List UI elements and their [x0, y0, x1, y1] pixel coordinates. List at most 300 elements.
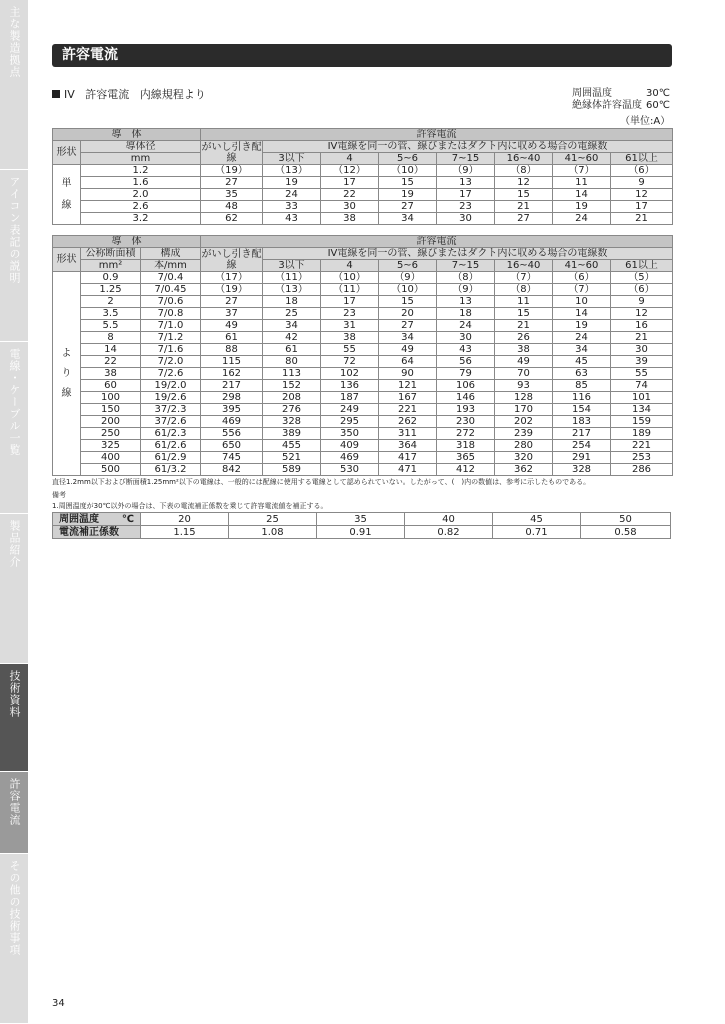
table-cell: 115	[201, 356, 263, 368]
table-cell: 43	[437, 344, 495, 356]
section-subtitle	[52, 86, 206, 102]
table-cell: 31	[321, 320, 379, 332]
table-cell: （6）	[611, 284, 673, 296]
table-cell: 61/2.3	[141, 428, 201, 440]
table-cell: （7）	[553, 165, 611, 177]
table-row	[53, 380, 673, 392]
table-cell: 26	[495, 332, 553, 344]
table-cell: 239	[495, 428, 553, 440]
correction-temp: 35	[317, 513, 405, 526]
table-row	[53, 213, 673, 225]
table-row	[53, 464, 673, 476]
sidebar-tab-other-technical[interactable]	[0, 854, 28, 1024]
table-cell: （19）	[201, 284, 263, 296]
unit-label: （単位:A）	[620, 116, 671, 127]
table-row	[53, 308, 673, 320]
table-cell: 15	[379, 296, 437, 308]
table-cell: 49	[379, 344, 437, 356]
table-cell: 19	[263, 177, 321, 189]
table-cell: 187	[321, 392, 379, 404]
table-cell: 101	[611, 392, 673, 404]
table-cell: 74	[611, 380, 673, 392]
header-diameter: 導体径	[81, 141, 201, 153]
table-cell: 1.2	[81, 165, 201, 177]
shape-char: り	[61, 367, 72, 379]
header-count: 7~15	[437, 153, 495, 165]
header-count: 3以下	[263, 153, 321, 165]
table-cell: 12	[611, 189, 673, 201]
table-cell: 217	[201, 380, 263, 392]
sidebar-tab-label: 主な製造拠点	[8, 6, 21, 78]
table-cell: 295	[321, 416, 379, 428]
table-cell: 27	[495, 213, 553, 225]
table-cell: （9）	[437, 165, 495, 177]
table-cell: 183	[553, 416, 611, 428]
header-area: 公称断面積	[81, 248, 141, 260]
table-cell: 13	[437, 296, 495, 308]
table-cell: 0.9	[81, 272, 141, 284]
table-cell: 3.2	[81, 213, 201, 225]
table-cell: 72	[321, 356, 379, 368]
header-conduit-count: IV電線を同一の管、線びまたはダクト内に収める場合の電線数	[263, 141, 673, 153]
table-cell: （13）	[263, 284, 321, 296]
table-cell: 56	[437, 356, 495, 368]
table-row	[53, 284, 673, 296]
table-cell: 38	[81, 368, 141, 380]
table-cell: 27	[201, 296, 263, 308]
table-cell: 202	[495, 416, 553, 428]
table-cell: 21	[495, 201, 553, 213]
table-cell: 365	[437, 452, 495, 464]
table-cell: 85	[553, 380, 611, 392]
table-cell: 10	[553, 296, 611, 308]
table-cell: 37	[201, 308, 263, 320]
table-cell: 23	[321, 308, 379, 320]
table-cell: 20	[379, 308, 437, 320]
shape-cell	[53, 165, 81, 225]
table-cell: 7/1.6	[141, 344, 201, 356]
table-cell: 7/1.0	[141, 320, 201, 332]
header-count: 5~6	[379, 153, 437, 165]
shape-char: 線	[61, 387, 72, 399]
correction-factor: 0.71	[493, 526, 581, 539]
table-cell: 27	[379, 320, 437, 332]
table-cell: 250	[81, 428, 141, 440]
table-cell: 15	[495, 308, 553, 320]
sidebar-tab-label: その他の技術事項	[8, 860, 21, 956]
table-cell: 19/2.6	[141, 392, 201, 404]
header-allowable-current: 許容電流	[201, 236, 673, 248]
table-cell: （12）	[321, 165, 379, 177]
table-cell: 61/3.2	[141, 464, 201, 476]
table-cell: （13）	[263, 165, 321, 177]
table-row	[53, 452, 673, 464]
table-cell: 146	[437, 392, 495, 404]
table-cell: 15	[495, 189, 553, 201]
sidebar-tab-label: 製品紹介	[8, 520, 21, 568]
table-cell: 14	[553, 308, 611, 320]
header-count: 7~15	[437, 260, 495, 272]
table-cell: 5.5	[81, 320, 141, 332]
correction-temp: 25	[229, 513, 317, 526]
table-cell: 19	[553, 201, 611, 213]
table-cell: 21	[611, 332, 673, 344]
table-row	[53, 404, 673, 416]
subtitle-source: 内線規程より	[139, 88, 206, 101]
table-cell: 154	[553, 404, 611, 416]
table-cell: 23	[437, 201, 495, 213]
header-insulator-wiring: がいし引き配線	[201, 248, 262, 271]
table-cell: 17	[321, 177, 379, 189]
table-cell: 469	[321, 452, 379, 464]
table-cell: 311	[379, 428, 437, 440]
table-cell: 17	[437, 189, 495, 201]
single-wire-table	[52, 128, 673, 225]
sidebar-tab-products[interactable]	[0, 514, 28, 664]
sidebar-tab-label: 電線・ケーブル一覧	[8, 348, 21, 456]
header-area-unit: mm²	[81, 260, 141, 272]
table-cell: 63	[553, 368, 611, 380]
table-cell: 842	[201, 464, 263, 476]
table-cell: 280	[495, 440, 553, 452]
table-row	[53, 428, 673, 440]
header-count: 3以下	[263, 260, 321, 272]
table-row	[53, 416, 673, 428]
table-cell: 45	[553, 356, 611, 368]
correction-temp: 20	[141, 513, 229, 526]
header-insulator-wiring: がいし引き配線	[201, 141, 262, 164]
table-cell: 19/2.0	[141, 380, 201, 392]
table-cell: 61	[201, 332, 263, 344]
table-cell: （7）	[553, 284, 611, 296]
table-cell: （8）	[437, 272, 495, 284]
table-cell: 189	[611, 428, 673, 440]
table-cell: 14	[553, 189, 611, 201]
header-count: 61以上	[611, 153, 673, 165]
bullet-square-icon	[52, 90, 60, 98]
table-cell: 254	[553, 440, 611, 452]
table-cell: 38	[321, 332, 379, 344]
table-cell: 100	[81, 392, 141, 404]
table-cell: 2	[81, 296, 141, 308]
table-cell: 30	[437, 213, 495, 225]
sidebar	[0, 0, 28, 1024]
table-cell: 43	[263, 213, 321, 225]
table-cell: 22	[321, 189, 379, 201]
condition-value: 30℃	[646, 88, 670, 99]
table-cell: 18	[437, 308, 495, 320]
table-row	[53, 356, 673, 368]
table-cell: 409	[321, 440, 379, 452]
table-cell: 24	[553, 332, 611, 344]
table-cell: 16	[611, 320, 673, 332]
table-cell: 106	[437, 380, 495, 392]
table-cell: 136	[321, 380, 379, 392]
header-count: 41~60	[553, 153, 611, 165]
table-cell: 33	[263, 201, 321, 213]
conditions	[572, 88, 670, 112]
table-cell: 79	[437, 368, 495, 380]
table-cell: 37/2.6	[141, 416, 201, 428]
table-cell: 49	[495, 356, 553, 368]
table-cell: 17	[611, 201, 673, 213]
table-cell: 19	[553, 320, 611, 332]
condition-label: 絶縁体許容温度	[572, 100, 642, 111]
table-row	[53, 189, 673, 201]
correction-temp: 45	[493, 513, 581, 526]
note-remark-1: 1.周囲温度が30℃以外の場合は、下表の電流補正係数を乗じて許容電流値を補正する。	[52, 502, 328, 510]
correction-factor: 0.91	[317, 526, 405, 539]
sidebar-tab-icon-legend[interactable]	[0, 170, 28, 342]
table-cell: 70	[495, 368, 553, 380]
table-cell: 48	[201, 201, 263, 213]
table-cell: 8	[81, 332, 141, 344]
note-parentheses: 直径1.2mm以下および断面積1.25mm²以下の電線は、一般的には配線に使用する電線として認められていない。したがって、( )内の数値は、参考に示したものである。	[52, 478, 591, 486]
table-cell: 55	[321, 344, 379, 356]
table-cell: 320	[495, 452, 553, 464]
header-count: 16~40	[495, 153, 553, 165]
sidebar-tab-label: アイコン表記の説明	[8, 176, 21, 284]
table-cell: 3.5	[81, 308, 141, 320]
table-cell: 200	[81, 416, 141, 428]
correction-factor-table	[52, 512, 671, 539]
condition-label: 周囲温度	[572, 88, 612, 99]
table-cell: 27	[201, 177, 263, 189]
table-cell: 395	[201, 404, 263, 416]
shape-char: 単	[61, 177, 72, 189]
table-cell: 34	[263, 320, 321, 332]
table-row	[53, 368, 673, 380]
table-cell: 62	[201, 213, 263, 225]
sidebar-tab-technical-data[interactable]	[0, 664, 28, 772]
table-cell: 38	[495, 344, 553, 356]
table-cell: 116	[553, 392, 611, 404]
table-cell: 556	[201, 428, 263, 440]
table-cell: 11	[553, 177, 611, 189]
table-cell: （8）	[495, 284, 553, 296]
shape-char: 線	[61, 199, 72, 211]
table-cell: 19	[379, 189, 437, 201]
table-cell: 150	[81, 404, 141, 416]
table-cell: 30	[437, 332, 495, 344]
table-cell: 15	[379, 177, 437, 189]
table-cell: 34	[379, 213, 437, 225]
table-cell: 49	[201, 320, 263, 332]
table-cell: 325	[81, 440, 141, 452]
sidebar-tab-allowable-current[interactable]	[0, 772, 28, 854]
table-cell: 18	[263, 296, 321, 308]
table-cell: 13	[437, 177, 495, 189]
table-cell: （5）	[611, 272, 673, 284]
table-cell: 93	[495, 380, 553, 392]
table-cell: （19）	[201, 165, 263, 177]
table-cell: 7/2.6	[141, 368, 201, 380]
table-cell: 60	[81, 380, 141, 392]
table-cell: （7）	[495, 272, 553, 284]
table-cell: 328	[553, 464, 611, 476]
correction-temp: 40	[405, 513, 493, 526]
table-cell: 7/2.0	[141, 356, 201, 368]
sidebar-tab-manufacturing-bases[interactable]	[0, 0, 28, 170]
table-cell: 152	[263, 380, 321, 392]
header-shape: 形状	[53, 141, 81, 165]
correction-temp-header: 周囲温度 ℃	[53, 513, 141, 526]
table-cell: 64	[379, 356, 437, 368]
table-cell: 298	[201, 392, 263, 404]
table-cell: 162	[201, 368, 263, 380]
table-row	[53, 165, 673, 177]
table-cell: 7/0.4	[141, 272, 201, 284]
header-count: 4	[321, 260, 379, 272]
stranded-wire-table	[52, 235, 673, 476]
subtitle-code: IV	[64, 88, 75, 101]
table-row	[53, 296, 673, 308]
table-row	[53, 201, 673, 213]
table-cell: 34	[553, 344, 611, 356]
table-cell: 61/2.6	[141, 440, 201, 452]
header-conductor: 導 体	[53, 129, 201, 141]
table-cell: 80	[263, 356, 321, 368]
header-count: 4	[321, 153, 379, 165]
table-cell: 221	[379, 404, 437, 416]
page-title: 許容電流	[52, 44, 672, 67]
table-cell: 286	[611, 464, 673, 476]
table-cell: 589	[263, 464, 321, 476]
table-cell: 262	[379, 416, 437, 428]
table-cell: 7/0.8	[141, 308, 201, 320]
table-cell: 24	[437, 320, 495, 332]
table-cell: 12	[611, 308, 673, 320]
table-row	[53, 320, 673, 332]
table-cell: 128	[495, 392, 553, 404]
header-count: 16~40	[495, 260, 553, 272]
table-cell: 9	[611, 177, 673, 189]
table-cell: 469	[201, 416, 263, 428]
table-row	[53, 332, 673, 344]
table-cell: 11	[495, 296, 553, 308]
table-cell: 364	[379, 440, 437, 452]
table-cell: （10）	[379, 165, 437, 177]
sidebar-tab-label: 許容電流	[8, 778, 21, 826]
table-cell: 193	[437, 404, 495, 416]
table-cell: 1.6	[81, 177, 201, 189]
table-cell: 230	[437, 416, 495, 428]
table-cell: 102	[321, 368, 379, 380]
correction-factor: 0.58	[581, 526, 671, 539]
table-cell: （10）	[321, 272, 379, 284]
table-cell: 61	[263, 344, 321, 356]
table-cell: 412	[437, 464, 495, 476]
table-cell: 61/2.9	[141, 452, 201, 464]
table-cell: 1.25	[81, 284, 141, 296]
correction-factor: 1.08	[229, 526, 317, 539]
table-cell: （8）	[495, 165, 553, 177]
table-cell: 521	[263, 452, 321, 464]
table-cell: 22	[81, 356, 141, 368]
table-cell: 21	[495, 320, 553, 332]
shape-char: よ	[61, 347, 72, 359]
table-cell: 7/1.2	[141, 332, 201, 344]
table-cell: 2.0	[81, 189, 201, 201]
table-cell: 113	[263, 368, 321, 380]
table-cell: 7/0.6	[141, 296, 201, 308]
page-number: 34	[52, 998, 65, 1009]
table-cell: 272	[437, 428, 495, 440]
table-cell: （6）	[611, 165, 673, 177]
sidebar-tab-cable-list[interactable]	[0, 342, 28, 514]
table-cell: 167	[379, 392, 437, 404]
table-cell: 14	[81, 344, 141, 356]
table-row	[53, 272, 673, 284]
table-cell: 318	[437, 440, 495, 452]
header-count: 5~6	[379, 260, 437, 272]
table-row	[53, 344, 673, 356]
table-cell: （9）	[379, 272, 437, 284]
note-remarks-heading: 備考	[52, 491, 66, 499]
table-cell: （9）	[437, 284, 495, 296]
table-cell: 12	[495, 177, 553, 189]
table-cell: 134	[611, 404, 673, 416]
table-cell: 328	[263, 416, 321, 428]
table-cell: 30	[611, 344, 673, 356]
table-cell: 2.6	[81, 201, 201, 213]
table-cell: 27	[379, 201, 437, 213]
table-cell: 276	[263, 404, 321, 416]
table-cell: 221	[611, 440, 673, 452]
table-cell: 745	[201, 452, 263, 464]
table-cell: 389	[263, 428, 321, 440]
table-cell: 34	[379, 332, 437, 344]
table-cell: 362	[495, 464, 553, 476]
correction-factor: 0.82	[405, 526, 493, 539]
table-cell: 90	[379, 368, 437, 380]
table-cell: 253	[611, 452, 673, 464]
table-cell: 159	[611, 416, 673, 428]
table-cell: 38	[321, 213, 379, 225]
table-cell: （6）	[553, 272, 611, 284]
header-conduit-count: IV電線を同一の管、線びまたはダクト内に収める場合の電線数	[263, 248, 673, 260]
table-cell: 21	[611, 213, 673, 225]
table-cell: 88	[201, 344, 263, 356]
table-cell: 121	[379, 380, 437, 392]
table-cell: 170	[495, 404, 553, 416]
table-cell: 39	[611, 356, 673, 368]
table-row	[53, 440, 673, 452]
table-cell: 17	[321, 296, 379, 308]
table-cell: 55	[611, 368, 673, 380]
table-cell: 42	[263, 332, 321, 344]
table-cell: 9	[611, 296, 673, 308]
table-cell: （11）	[321, 284, 379, 296]
table-cell: 455	[263, 440, 321, 452]
table-cell: 25	[263, 308, 321, 320]
table-cell: （11）	[263, 272, 321, 284]
header-count: 41~60	[553, 260, 611, 272]
table-cell: 24	[263, 189, 321, 201]
header-config-unit: 本/mm	[141, 260, 201, 272]
table-cell: （10）	[379, 284, 437, 296]
table-row	[53, 177, 673, 189]
correction-temp: 50	[581, 513, 671, 526]
correction-factor-header: 電流補正係数	[53, 526, 141, 539]
table-cell: 417	[379, 452, 437, 464]
table-cell: 249	[321, 404, 379, 416]
header-count: 61以上	[611, 260, 673, 272]
table-cell: 400	[81, 452, 141, 464]
table-cell: 217	[553, 428, 611, 440]
table-cell: （17）	[201, 272, 263, 284]
header-shape: 形状	[53, 248, 81, 272]
